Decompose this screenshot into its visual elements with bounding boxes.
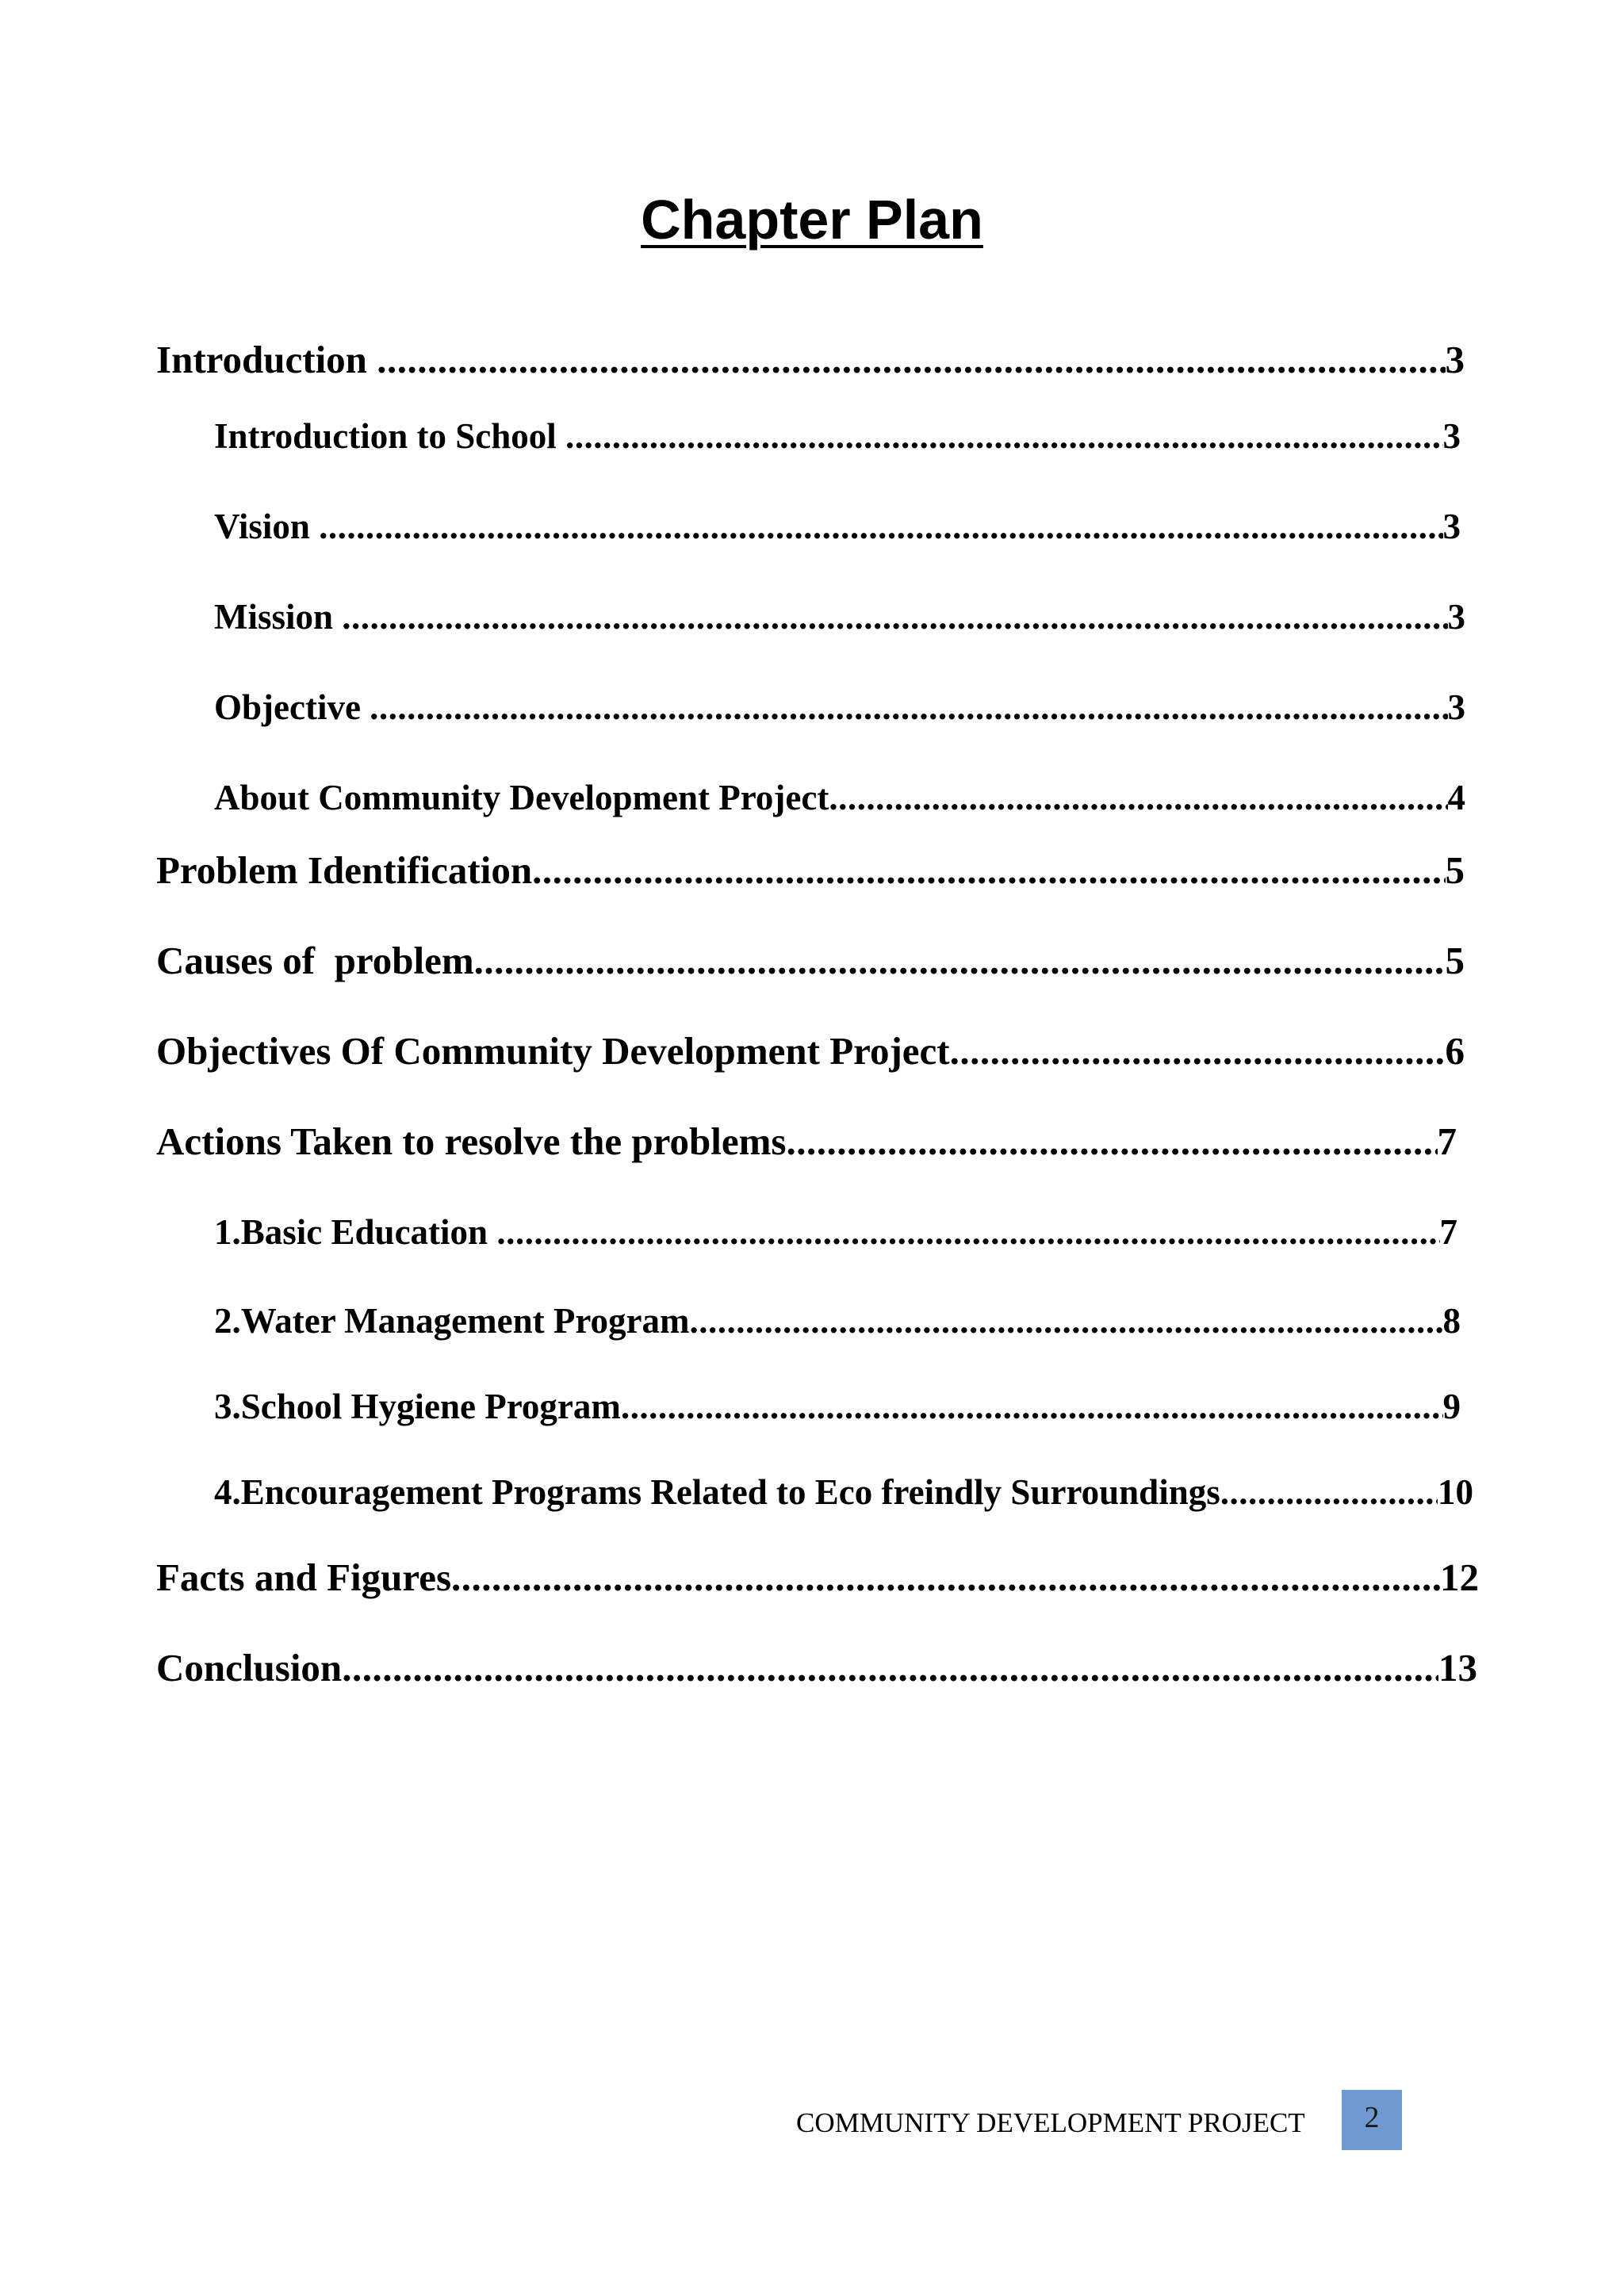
toc-entry-page: 5 <box>1445 939 1465 982</box>
toc-entry-page: 10 <box>1438 1472 1473 1512</box>
toc-entry-page: 12 <box>1440 1556 1479 1599</box>
toc-leader-dots <box>319 504 1442 549</box>
toc-entry-mission[interactable] <box>214 595 1465 639</box>
page-number-badge: 2 <box>1342 2090 1402 2150</box>
toc-entry-causes-of-problem[interactable] <box>156 937 1465 985</box>
toc-entry-page: 3 <box>1445 338 1465 381</box>
toc-entry-label: Facts and Figures <box>156 1556 452 1599</box>
toc-entry-page: 3 <box>1447 687 1465 727</box>
toc-entry-page: 6 <box>1445 1029 1465 1073</box>
toc-entry-basic-education[interactable] <box>214 1210 1457 1254</box>
toc-entry-page: 9 <box>1442 1387 1461 1426</box>
toc-leader-dots <box>370 685 1447 729</box>
toc-entry-facts-and-figures[interactable] <box>156 1554 1479 1601</box>
toc-leader-dots <box>342 595 1447 639</box>
toc-entry-label: About Community Development Project <box>214 778 829 817</box>
toc-leader-dots <box>342 1644 1438 1692</box>
toc-entry-problem-identification[interactable] <box>156 847 1465 894</box>
toc-leader-dots <box>1220 1470 1438 1514</box>
toc-entry-school-hygiene-program[interactable] <box>214 1384 1461 1429</box>
toc-leader-dots <box>532 847 1445 894</box>
toc-entry-objectives-of-community-development-project[interactable] <box>156 1027 1465 1075</box>
toc-entry-label: Causes of problem <box>156 939 474 982</box>
toc-leader-dots <box>377 336 1445 384</box>
toc-entry-objective[interactable] <box>214 685 1465 729</box>
toc-leader-dots <box>689 1299 1442 1343</box>
toc-leader-dots <box>474 937 1446 985</box>
toc-leader-dots <box>950 1027 1446 1075</box>
toc-entry-conclusion[interactable] <box>156 1644 1477 1692</box>
toc-entry-encouragement-programs[interactable] <box>214 1470 1473 1514</box>
toc-entry-page: 3 <box>1447 597 1465 637</box>
toc-entry-label: Introduction to School <box>214 416 565 456</box>
toc-entry-page: 4 <box>1447 778 1465 817</box>
toc-entry-page: 3 <box>1442 507 1461 546</box>
toc-leader-dots <box>786 1118 1437 1165</box>
toc-entry-label: Problem Identification <box>156 848 533 892</box>
toc-entry-label: 2.Water Management Program <box>214 1301 690 1341</box>
toc-entry-label: 3.School Hygiene Program <box>214 1387 621 1426</box>
toc-entry-label: Conclusion <box>156 1646 343 1689</box>
toc-entry-label: Mission <box>214 597 343 637</box>
toc-entry-label: Objectives Of Community Development Project <box>156 1029 950 1073</box>
toc-entry-label: Vision <box>214 507 320 546</box>
toc-entry-introduction[interactable] <box>156 336 1465 384</box>
toc-leader-dots <box>565 414 1443 458</box>
toc-entry-page: 3 <box>1442 416 1461 456</box>
toc-entry-introduction-to-school[interactable] <box>214 414 1461 458</box>
toc-entry-label: Introduction <box>156 338 377 381</box>
toc-leader-dots <box>829 775 1447 820</box>
toc-entry-water-management-program[interactable] <box>214 1299 1461 1343</box>
toc-entry-page: 7 <box>1439 1212 1457 1252</box>
toc-entry-label: Objective <box>214 687 370 727</box>
toc-entry-vision[interactable] <box>214 504 1461 549</box>
toc-entry-about-community-development-project[interactable] <box>214 775 1465 820</box>
page-title: Chapter Plan <box>641 189 983 251</box>
toc-entry-page: 13 <box>1438 1646 1477 1689</box>
toc-entry-label: 4.Encouragement Programs Related to Eco freindly Surroundings <box>214 1472 1220 1512</box>
toc-leader-dots <box>621 1384 1443 1429</box>
toc-leader-dots <box>496 1210 1439 1254</box>
toc-entry-page: 5 <box>1445 848 1465 892</box>
toc-entry-page: 8 <box>1442 1301 1461 1341</box>
toc-entry-label: 1.Basic Education <box>214 1212 497 1252</box>
toc-entry-actions-taken[interactable] <box>156 1118 1457 1165</box>
toc-entry-page: 7 <box>1437 1119 1457 1163</box>
footer-project-title: COMMUNITY DEVELOPMENT PROJECT <box>796 2107 1305 2138</box>
toc-leader-dots <box>451 1554 1440 1601</box>
toc-entry-label: Actions Taken to resolve the problems <box>156 1119 787 1163</box>
